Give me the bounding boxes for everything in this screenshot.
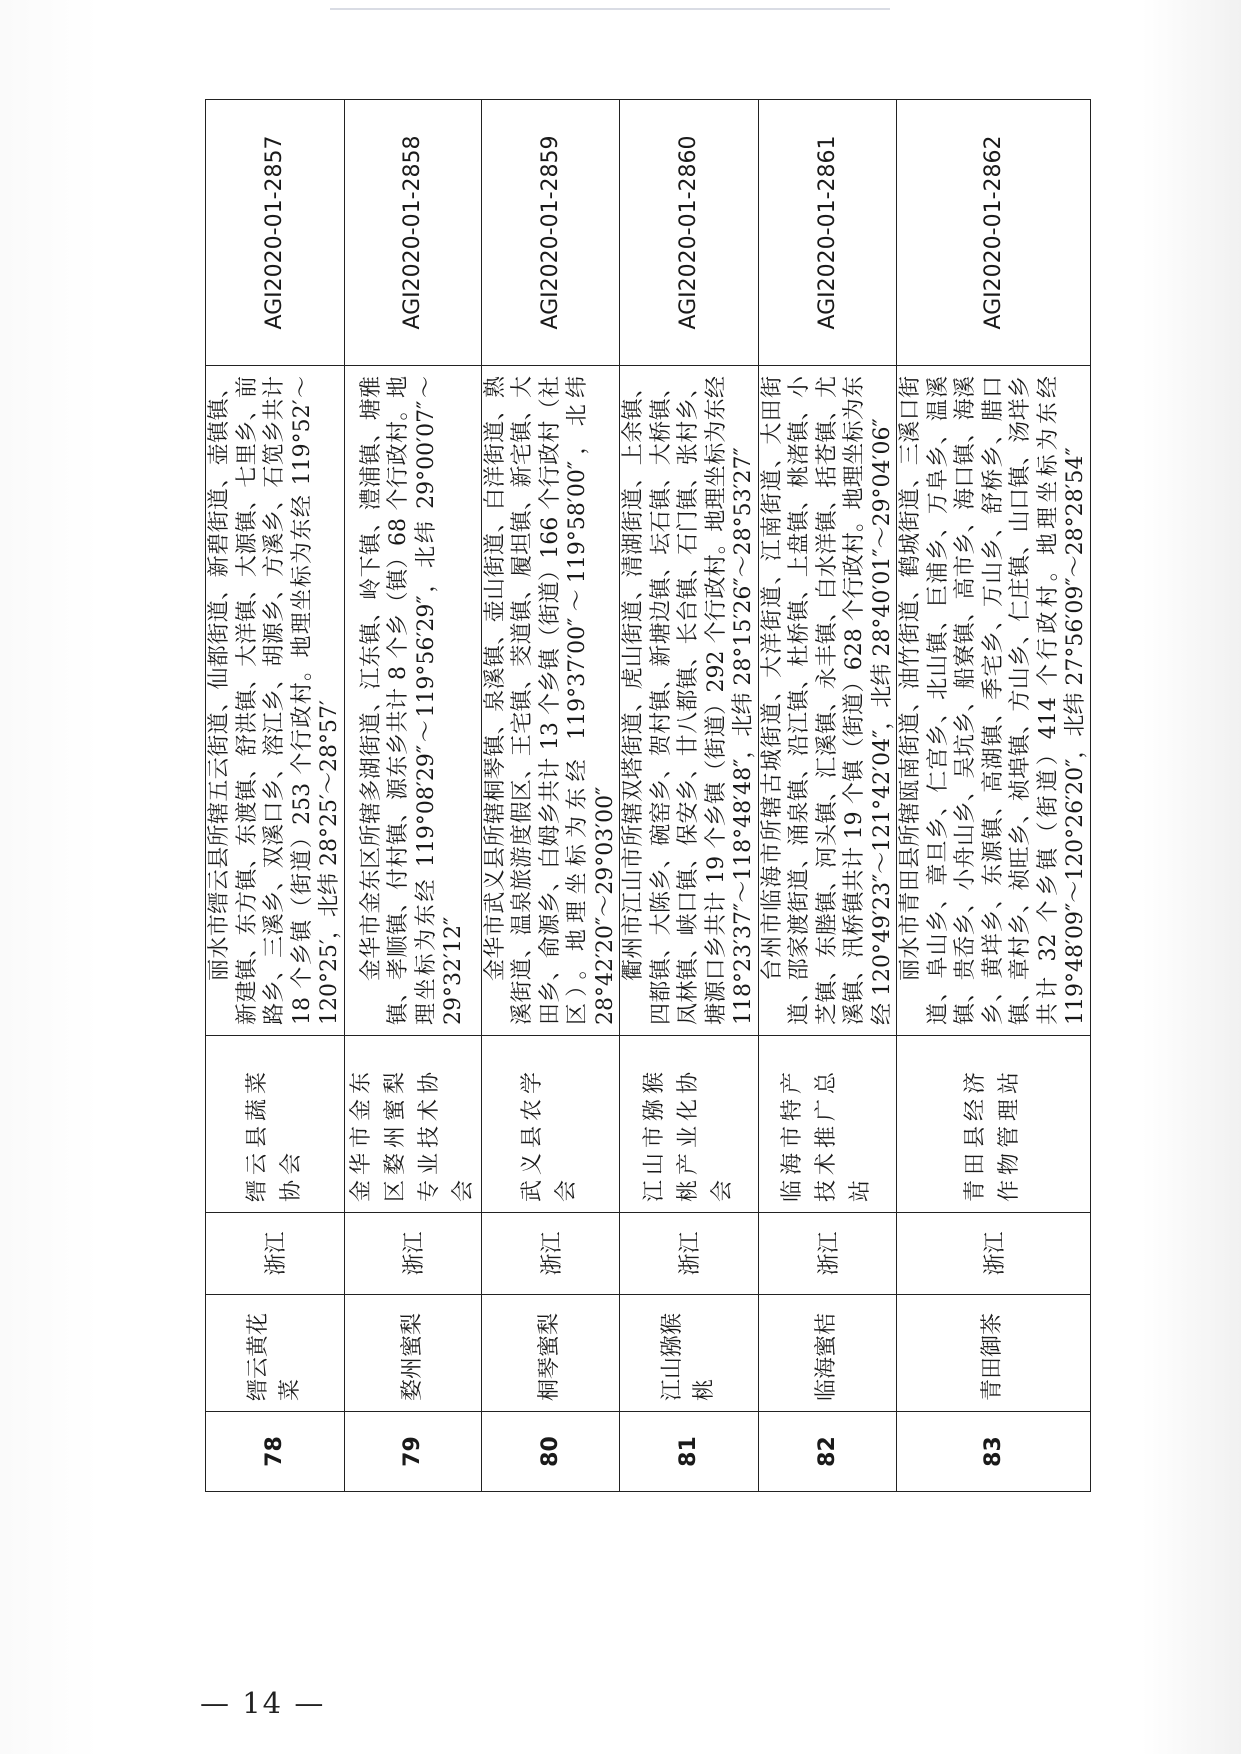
province: 浙江 <box>206 1213 345 1295</box>
row-number: 81 <box>620 1412 759 1492</box>
protected-area: 丽水市缙云县所辖五云街道、仙都街道、新碧街道、壶镇镇、新建镇、东方镇、东渡镇、舒洪镇、大洋镇、大源镇、七里乡、前路乡、三溪乡、双溪口乡、溶江乡、胡源乡、方溪乡、石笕乡共计 18 个乡镇（街道）253 个行政村。地理坐标为东经 119°52′～120°25′，北纬 28°25′～28°57′ <box>206 366 345 1036</box>
product-name: 缙云黄花菜 <box>206 1295 345 1412</box>
product-name: 婺州蜜梨 <box>344 1295 481 1412</box>
applicant-org: 临海市特产技术推广总站 <box>758 1036 897 1213</box>
table-row <box>206 100 345 1492</box>
table-row <box>897 100 1091 1492</box>
row-number: 82 <box>758 1412 897 1492</box>
province: 浙江 <box>620 1213 759 1295</box>
scan-edge-line <box>330 8 890 10</box>
protected-area: 衢州市江山市所辖双塔街道、虎山街道、清湖街道、上余镇、四都镇、大陈乡、碗窑乡、贺村镇、新塘边镇、坛石镇、大桥镇、凤林镇、峡口镇、保安乡、廿八都镇、长台镇、石门镇、张村乡、塘源口乡共计 19 个乡镇（街道）292 个行政村。地理坐标为东经 118°23′37″～118°48′48″，北纬 28°15′26″～28°53′27″ <box>620 366 759 1036</box>
applicant-org: 青田县经济作物管理站 <box>897 1036 1091 1213</box>
registration-number: AGI2020-01-2859 <box>481 100 620 366</box>
applicant-org: 金华市金东区婺州蜜梨专业技术协会 <box>344 1036 481 1213</box>
table-row <box>481 100 620 1492</box>
protected-area: 金华市金东区所辖多湖街道、江东镇、岭下镇、澧浦镇、塘雅镇、孝顺镇、付村镇、源东乡共计 8 个乡（镇）68 个行政村。地理坐标为东经 119°08′29″～119°56′29″，北纬 29°00′07″～29°32′12″ <box>344 366 481 1036</box>
row-number: 79 <box>344 1412 481 1492</box>
registration-number: AGI2020-01-2857 <box>206 100 345 366</box>
registration-number: AGI2020-01-2860 <box>620 100 759 366</box>
applicant-org: 缙云县蔬菜协会 <box>206 1036 345 1213</box>
registry-table <box>205 99 1091 1492</box>
row-number: 83 <box>897 1412 1091 1492</box>
protected-area: 丽水市青田县所辖瓯南街道、油竹街道、鹤城街道、三溪口街道、阜山乡、章旦乡、仁宫乡、北山镇、巨浦乡、万阜乡、温溪镇、贵岙乡、小舟山乡、吴坑乡、船寮镇、高市乡、海口镇、海溪乡、黄垟乡、东源镇、高湖镇、季宅乡、万山乡、舒桥乡、腊口镇、章村乡、祯旺乡、祯埠镇、方山乡、仁庄镇、山口镇、汤垟乡共计 32 个乡镇（街道）414 个行政村。地理坐标为东经 119°48′09″～120°26′20″，北纬 27°56′09″～28°28′54″ <box>897 366 1091 1036</box>
applicant-org: 武义县农学会 <box>481 1036 620 1213</box>
registration-number: AGI2020-01-2861 <box>758 100 897 366</box>
product-name: 临海蜜桔 <box>758 1295 897 1412</box>
registration-number: AGI2020-01-2862 <box>897 100 1091 366</box>
province: 浙江 <box>758 1213 897 1295</box>
protected-area: 金华市武义县所辖桐琴镇、泉溪镇、壶山街道、白洋街道、熟溪街道、温泉旅游度假区、王宅镇、茭道镇、履坦镇、新宅镇、大田乡、俞源乡、白姆乡共计 13 个乡镇（街道）166 个行政村（社区）。地理坐标为东经 119°37′00″～119°58′00″，北纬 28°42′20″～29°03′00″ <box>481 366 620 1036</box>
row-number: 78 <box>206 1412 345 1492</box>
province: 浙江 <box>481 1213 620 1295</box>
province: 浙江 <box>897 1213 1091 1295</box>
row-number: 80 <box>481 1412 620 1492</box>
province: 浙江 <box>344 1213 481 1295</box>
table-row <box>758 100 897 1492</box>
protected-area: 台州市临海市所辖古城街道、大洋街道、江南街道、大田街道、邵家渡街道、涌泉镇、沿江镇、杜桥镇、上盘镇、桃渚镇、小芝镇、东塍镇、河头镇、汇溪镇、永丰镇、白水洋镇、括苍镇、尤溪镇、汛桥镇共计 19 个镇（街道）628 个行政村。地理坐标为东经 120°49′23″～121°42′04″，北纬 28°40′01″～29°04′06″ <box>758 366 897 1036</box>
page-number: — 14 — <box>200 1686 326 1720</box>
product-name: 青田御茶 <box>897 1295 1091 1412</box>
table-row <box>344 100 481 1492</box>
rotated-table <box>205 100 1088 1492</box>
product-name: 江山猕猴桃 <box>620 1295 759 1412</box>
registration-number: AGI2020-01-2858 <box>344 100 481 366</box>
applicant-org: 江山市猕猴桃产业化协会 <box>620 1036 759 1213</box>
product-name: 桐琴蜜梨 <box>481 1295 620 1412</box>
table-row <box>620 100 759 1492</box>
